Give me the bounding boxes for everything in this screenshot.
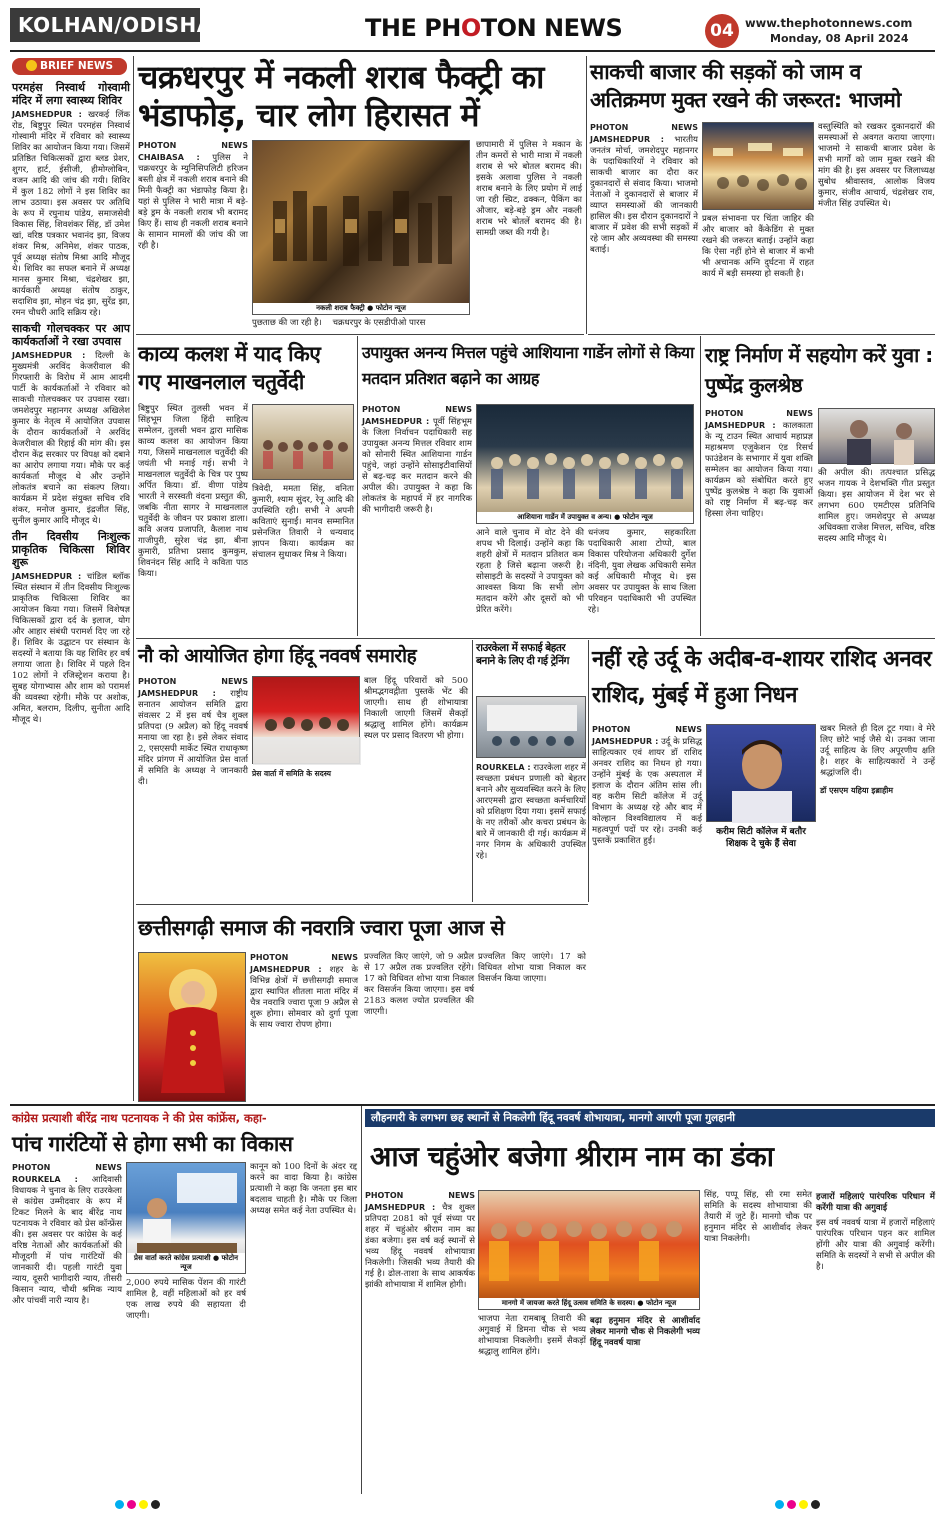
story11-sub1: बढ़ा हनुमान मंदिर से आशीर्वाद लेकर मानगो चौक से निकलेगी भव्य हिंदू नववर्ष यात्रा	[590, 1316, 700, 1348]
goddess-illustration	[139, 953, 247, 1103]
story10-col2-text: 2,000 रुपये मासिक पेंशन की गारंटी शामिल है, वहीं महिलाओं को हर वर्ष एक लाख रुपये की सहायता दी जाएगी।	[126, 1278, 246, 1321]
cmyk-dot-yellow-2	[799, 1500, 808, 1509]
story8-col2	[820, 724, 935, 924]
brief-icon	[26, 60, 37, 71]
story8-dateline: PHOTON NEWS JAMSHEDPUR :	[592, 725, 702, 746]
market-illustration	[703, 123, 815, 211]
header-rule	[10, 50, 935, 52]
story1-headline: चक्रधरपुर में नकली शराब फैक्ट्री का भंडाफोड़, चार लोग हिरासत में	[138, 58, 544, 134]
story8-photo-caption: करीम सिटी कॉलेज में बतौर शिक्षक दे चुके हैं सेवा	[716, 827, 806, 849]
story3-col2	[252, 484, 354, 634]
story3-divider	[357, 336, 358, 636]
masthead-part1: THE PH	[365, 14, 461, 42]
story11-caption: मानगो में जायजा करते हिंदू उत्सव समिति के सदस्य। ● फोटोन न्यूज	[479, 1298, 699, 1309]
story2-body2: प्रबल संभावना पर चिंता जाहिर की और बाजार को कैंकेडिंग से मुक्त रखने की जरूरत बताई। उन्होंने कहा कि ऐसा नहीं होने से बाजार में कभी भी अचानक अग्नि दुर्घटना में राहत कार्य में बड़ी समस्या हो सकती है।	[702, 214, 814, 279]
brief-label-text: BRIEF NEWS	[39, 60, 114, 72]
story11-dateline: PHOTON NEWS JAMSHEDPUR :	[365, 1191, 475, 1212]
story10-caption: प्रेस वार्ता करते कांग्रेस प्रत्याशी ● फोटोन न्यूज	[127, 1253, 245, 1273]
story8-photo	[706, 724, 816, 822]
brief-3-dateline: JAMSHEDPUR :	[12, 572, 82, 581]
story4-col3	[588, 528, 696, 636]
story7-body1: राउरकेला शहर में स्वच्छता प्रबंधन प्रणाली को बेहतर बनाने और सुव्यवस्थित करने के लिए आरएमसी द्वारा स्वच्छता कर्मचारियों को प्रशिक्षण दिया गया। इसमें सफाई के नए तरीकों और कचरा प्रबंधन के बारे में जानकारी दी गई। कार्यक्रम में नगर निगम के अधिकारी उपस्थित रहे।	[476, 763, 587, 861]
story11-col2	[478, 1314, 586, 1492]
story11-kicker: लौहनगरी के लगभग छह स्थानों से निकलेगी हिंदू नववर्ष शोभायात्रा, मानगो आएगी पूजा गुलहानी	[365, 1109, 935, 1127]
story1-divider	[586, 56, 587, 334]
story4-col1	[362, 404, 472, 636]
story1-body1: पुलिस ने चक्रधरपुर के म्युनिसिपलिटी हरिजन बस्ती क्षेत्र में नकली शराब बनाने की मिनी फैक्ट्री का भंडाफोड़ किया है। यहां से पुलिस ने भारी मात्रा में बड़े-बड़े ड्रम के नकली शराब भी बरामद किए हैं। साथ ही नकली शराब बनाने के सामान मामलों की जांच की जा रही है।	[138, 153, 248, 251]
story2-body1: भारतीय जनतंत्र मोर्चा, जमशेदपुर महानगर के पदाधिकारियों ने रविवार को साकची बाजार का दौरा कर दुकानदारों से संवाद किया। भाजमो नेताओं ने दुकानदारों से बाजार में व्याप्त समस्याओं की जानकारी हासिल की। इस दौरान दुकानदारों ने बाजार में प्रवेश की सभी सड़कों में रहे जाम और अव्यवस्था की समस्या बताई।	[590, 135, 698, 255]
story11-col5	[816, 1190, 935, 1492]
brief-2-dateline: JAMSHEDPUR :	[12, 351, 86, 360]
story4-dateline: PHOTON NEWS JAMSHEDPUR :	[362, 405, 472, 426]
story4-col2	[476, 528, 584, 636]
story8-headline: नहीं रहे उर्दू के अदीब-व-शायर राशिद अनवर राशिद, मुंबई में हुआ निधन	[592, 647, 932, 708]
story3-col1	[138, 404, 248, 634]
registration-dots-right	[775, 1500, 820, 1509]
story5-photo	[818, 408, 935, 464]
story2-col2	[702, 214, 814, 332]
story2-photo	[702, 122, 814, 210]
row4-bottom-rule	[10, 1104, 935, 1106]
story4-divider	[700, 336, 701, 636]
story5-body1: कालकाता के न्यू टाउन स्थित आचार्य महाप्रज्ञ महाश्रमण एजुकेशन एंड रिसर्च फाउंडेशन के सभागार में युवा शक्ति सम्मेलन का आयोजन किया गया। कार्यक्रम को संबोधित करते हुए पुष्पेंद्र कुलश्रेष्ठ ने कहा कि युवाओं को राष्ट्र निर्माण में बढ़-चढ़ कर हिस्सा लेना चाहिए।	[705, 421, 813, 519]
story1-photo	[252, 140, 470, 315]
portrait-illustration	[707, 725, 817, 823]
story10-col3	[250, 1162, 357, 1492]
story6-headline: नौ को आयोजित होगा हिंदू नववर्ष समारोह	[138, 645, 417, 667]
brief-2-body: दिल्ली के मुख्यमंत्री अरविंद केजरीवाल की गिरफ्तारी के विरोध में आम आदमी पार्टी के कार्यकर्ताओं ने रविवार को साकची गोलचक्कर पर उपवास रखा। जमशेदपुर महानगर अध्यक्ष अखिलेश कुमार के नेतृत्व में आयोजित उपवास के दौरान कार्यकर्ताओं ने अरविंद केजरीवाल की रिहाई की मांग की। इस दौरान केंद्र सरकार पर विपक्ष को दबाने का आरोप लगाया गया। मौके पर कई कार्यकर्ता मौजूद थे और उन्होंने लोकतंत्र बचाने का संकल्प लिया। कार्यक्रम में प्रदेश संयुक्त सचिव रवि शंकर, मनोज कुमार, इंद्रजीत सिंह, सुनील कुमार आदि मौजूद थे।	[12, 351, 130, 526]
story10-dateline: PHOTON NEWS ROURKELA :	[12, 1163, 122, 1184]
story10-body1: आदिवासी विधायक ने चुनाव के लिए राउरकेला से कांग्रेस उम्मीदवार के रूप में टिकट मिलने के बाद बीरेंद्र नाथ पटनायक ने रविवार को प्रेस कॉन्फ्रेंस की। इस अवसर पर कांग्रेस के कई वरिष्ठ नेताओं और कार्यकर्ताओं की मौजूदगी में पांच गारंटियों की जानकारी दी। पहली गारंटी युवा न्याय, दूसरी भागीदारी न्याय, तीसरी किसान न्याय, चौथी श्रमिक न्याय और पांचवीं नारी न्याय है।	[12, 1175, 122, 1306]
story9-photo	[138, 952, 246, 1102]
speaker-illustration	[819, 409, 936, 465]
story3-photo	[252, 404, 354, 480]
story9-col2	[364, 952, 474, 1102]
brief-news-label	[12, 58, 127, 75]
story6-dateline: PHOTON NEWS JAMSHEDPUR :	[138, 677, 248, 698]
brief-1-body: खरकई लिंक रोड, बिष्टुपुर स्थित परमहंस निस्वार्थ गोस्वामी मंदिर में रविवार को स्वास्थ्य शिविर का आयोजन किया गया। जिसमें प्रतिष्ठित चिकित्सकों द्वारा ब्लड प्रेशर, शुगर, हार्ट, ईसीजी, हीमोग्लोबिन, वजन आदि की जांच की गयी। शिविर में कुल 182 लोगों ने इस शिविर का लाभ उठाया। इस अवसर पर अतिथि के रूप में रघुनाथ पांडेय, समाजसेवी विकास सिंह, शिवशंकर सिंह, डॉ उमेश खां, वरिष्ठ पत्रकार भवानंद झा, विजय शंकर मिश्र, अनिमेश, शंकर पाठक, पूर्व अध्यक्ष संतोष मिश्रा आदि मौजूद थे। शिविर का सफल बनाने में अध्यक्ष मानस कुमार मिश्रा, चंद्रशेखर झा, कार्यकारी अध्यक्ष संतोष ठाकुर, सदाशिव झा, मोहन चंद्र झा, सुरेंद्र झा, रमन चौधरी आदि सक्रिय रहे।	[12, 110, 131, 318]
story5-dateline: PHOTON NEWS JAMSHEDPUR :	[705, 409, 813, 430]
page-number-badge	[705, 14, 739, 48]
story3-body2: त्रिवेदी, ममता सिंह, वनिता कुमारी, श्याम सुंदर, रेनू आदि की उपस्थिति रही। सभी ने अपनी कविताएं सुनाईं। मानव सम्मानित प्रसेनजित तिवारी ने धन्यवाद ज्ञापन किया। कार्यक्रम का संचालन सुधाकर मिश्र ने किया।	[252, 484, 354, 560]
cmyk-dot-black-2	[811, 1500, 820, 1509]
website-url[interactable]: www.thephotonnews.com	[745, 16, 913, 30]
story11-body3: इस वर्ष नववर्ष यात्रा में हजारों महिलाएं पारंपरिक परिधान पहन कर शामिल होंगी और यात्रा की अगुवाई करेंगी। समिति के सदस्यों ने सभी से अपील की है।	[816, 1218, 935, 1272]
story10-col1	[12, 1162, 122, 1492]
story6-photo	[252, 676, 360, 764]
story1-col3	[476, 140, 582, 332]
story2-dateline: PHOTON NEWS JAMSHEDPUR :	[590, 123, 698, 144]
story6-divider	[472, 640, 473, 902]
story1-col1	[138, 140, 248, 327]
cmyk-dot-cyan	[115, 1500, 124, 1509]
row3-bottom-rule	[136, 904, 588, 905]
story3-body1: बिष्टुपुर स्थित तुलसी भवन में सिंहभूम जिला हिंदी साहित्य सम्मेलन, तुलसी भवन द्वारा मासिक काव्य कलश का आयोजन किया गया, जिसमें माखनलाल चतुर्वेदी की जयंती भी मनाई गई। सभी ने माखनलाल चतुर्वेदी के चित्र पर पुष्प अर्पित किया। डॉ. वीणा पांडेय भारती ने सरस्वती वंदना प्रस्तुत की, जबकि नीता सागर ने माखनलाल चतुर्वेदी के जीवन पर प्रकाश डाला। कवि अजय प्रजापति, कैलाश नाथ गाजीपुरी, सुरेश चंद्र झा, बीना कुमारी, प्रतिभा प्रसाद कुमकुम, शिवनंदन सिंह आदि ने कविता पाठ किया।	[138, 404, 248, 579]
audience-illustration	[253, 405, 355, 481]
cmyk-dot-yellow	[139, 1500, 148, 1509]
story7-divider	[588, 640, 589, 902]
story9-col1	[250, 952, 358, 1102]
brief-1-dateline: JAMSHEDPUR :	[12, 110, 82, 119]
story7-photo	[476, 696, 586, 758]
story1-body2-tail: पुछताछ की जा रही है। चक्रधरपुर के एसडीपीओ पारस	[252, 318, 426, 328]
masthead-part2: TON NEWS	[480, 14, 623, 42]
cmyk-dot-magenta-2	[787, 1500, 796, 1509]
story6-col1	[138, 676, 248, 900]
story5-col1	[705, 408, 813, 636]
story10-divider	[361, 1106, 362, 1494]
story4-headline: उपायुक्त अनन्य मित्तल पहुंचे आशियाना गार्डेन लोगों से किया मतदान प्रतिशत बढ़ाने का आग्रह	[362, 343, 694, 388]
story6-col2	[252, 768, 360, 900]
story4-body1: पूर्वी सिंहभूम के जिला निर्वाचन पदाधिकारी सह उपायुक्त अनन्य मित्तल रविवार शाम को सोनारी स्थित आशियाना गार्डन पहुंचे, जहां उन्होंने सोसाइटीवासियों से बढ़-चढ़ कर मतदान करने की अपील की। उपायुक्त ने कहा कि लोकतंत्र के महापर्व में हर नागरिक की भागीदारी जरूरी है।	[362, 417, 472, 515]
story11-sub2: हजारों महिलाएं पारंपरिक परिधान में करेंगी यात्रा की अगुवाई	[816, 1192, 935, 1213]
story11-col2-text: भाजपा नेता रामबाबू तिवारी की अगुवाई में डिमना चौक से भव्य शोभायात्रा निकलेगी। इसमें सैकड़ों श्रद्धालु शामिल होंगे।	[478, 1314, 586, 1357]
story9-col3	[478, 952, 586, 1102]
masthead	[365, 12, 623, 46]
story11-photo	[478, 1190, 700, 1310]
story9-dateline: PHOTON NEWS JAMSHEDPUR :	[250, 953, 358, 974]
story5-col2	[818, 468, 935, 636]
story10-kicker: कांग्रेस प्रत्याशी बीरेंद्र नाथ पटनायक ने की प्रेस कांफ्रेंस, कहा-	[12, 1111, 267, 1125]
story7-col1	[476, 762, 586, 900]
brief-3-title: तीन दिवसीय निःशुल्क प्राकृतिक चिकित्सा शिविर शुरू	[12, 530, 130, 569]
story10-body2: कानून को 100 दिनों के अंदर रद्द करने का वादा किया है। कांग्रेस प्रत्याशी ने कहा कि जनता इस बार बदलाव चाहती है। मौके पर जिला अध्यक्ष समेत कई नेता उपस्थित थे।	[250, 1162, 357, 1216]
story9-headline: छत्तीसगढ़ी समाज की नवरात्रि ज्वारा पूजा आज से	[138, 916, 505, 940]
story10-headline: पांच गारंटियों से होगा सभी का विकास	[12, 1132, 293, 1156]
press-meet-illustration	[253, 677, 361, 765]
masthead-o: O	[460, 14, 481, 42]
story6-body2: बाल हिंदू परिवारों को 500 श्रीमद्भगवद्गीता पुस्तकें भेंट की जाएगी। साथ ही शोभायात्रा निकाली जाएगी जिसमें सैकड़ों श्रद्धालु शामिल होंगे। कार्यक्रम स्थल पर प्रसाद वितरण भी होगा।	[364, 676, 468, 741]
story4-photo	[476, 404, 694, 524]
story8-quote-name: डॉ एसएम यहिया इब्राहीम	[820, 786, 894, 795]
issue-date: Monday, 08 April 2024	[770, 32, 909, 45]
cmyk-dot-black	[151, 1500, 160, 1509]
story11-headline: आज चहुंओर बजेगा श्रीराम नाम का डंका	[370, 1140, 774, 1173]
story11-col4	[704, 1190, 812, 1492]
story10-photo	[126, 1162, 246, 1274]
bottles-illustration	[253, 141, 471, 316]
brief-1-title: परमहंस निस्वार्थ गोस्वामी मंदिर में लगा स्वास्थ्य शिविर	[12, 81, 130, 107]
story1-bottom-rule	[136, 334, 584, 335]
cmyk-dot-cyan-2	[775, 1500, 784, 1509]
story7-dateline: ROURKELA :	[476, 763, 531, 772]
story5-headline: राष्ट्र निर्माण में सहयोग करें युवा : पुष्पेंद्र कुलश्रेष्ठ	[705, 343, 933, 397]
brief-3-body: चांडिल ब्लॉक स्थित संस्थान में तीन दिवसीय निःशुल्क प्राकृतिक चिकित्सा शिविर का आयोजन किया गया। जिसमें विशेषज्ञ चिकित्सकों द्वारा दर्द के इलाज, योग और आहार संबंधी परामर्श दिए जा रहे हैं। शिविर के उद्घाटन पर संस्थान के सदस्यों ने बताया कि यह शिविर हर वर्ष लगाया जाता है। शिविर में पहले दिन 102 लोगों ने रजिस्ट्रेशन कराया है। सुबह योगाभ्यास और शाम को परामर्श की व्यवस्था रहेगी। मौके पर अशोक, अमित, बलराम, दिलीप, सुनीता आदि मौजूद थे।	[12, 572, 130, 725]
cmyk-dot-magenta	[127, 1500, 136, 1509]
story9-body1: शहर के विभिन्न क्षेत्रों में छत्तीसगढ़ी समाज द्वारा स्थापित शीतला माता मंदिर में चैत्र नवरात्रि ज्वारा पूजा 9 अप्रैल से शुरू होगा। सोमवार को दुर्गा पूजा के साथ ज्वारा रोपण होगा।	[250, 965, 358, 1030]
brief-column	[12, 78, 130, 1100]
header-section-tab	[10, 8, 213, 42]
story6-body1: राष्ट्रीय सनातन आयोजन समिति द्वारा संवत्सर 2 में इस वर्ष चैत्र शुक्ल प्रतिपदा (9 अप्रैल) को हिंदू नववर्ष मनाया जा रहा है। इसे लेकर संवाद 2, एसएसपी मार्केट स्थित राधाकृष्ण मंदिर प्रांगण में आयोजित प्रेस वार्ता में समिति के अध्यक्ष ने जानकारी दी।	[138, 689, 248, 787]
story4-body2: आने वाले चुनाव में वोट देने की शपथ भी दिलाई। उन्होंने कहा कि शहरी क्षेत्रों में मतदान प्रतिशत कम रहता है जिसे बढ़ाना जरूरी है। सोसाइटी के सदस्यों ने उपायुक्त को आश्वस्त किया कि सभी लोग मतदान करेंगे और दूसरों को भी प्रेरित करेंगे।	[476, 528, 584, 615]
story4-caption: आशियाना गार्डेन में उपायुक्त व अन्य। ● फोटोन न्यूज	[477, 512, 693, 523]
story8-body1: उर्दू के प्रसिद्ध साहित्यकार एवं शायर डॉ राशिद अनवर राशिद का निधन हो गया। उन्होंने मुंबई के एक अस्पताल में इलाज के दौरान अंतिम सांस ली। वह करीम सिटी कॉलेज में उर्दू विभाग के अध्यक्ष रहे और बाद में कोल्हान विश्वविद्यालय में कई महत्वपूर्ण पदों पर रहे। उनकी कई पुस्तकें प्रकाशित हुईं।	[592, 737, 702, 846]
story5-body2: की अपील की। तत्पश्चात प्रसिद्ध भजन गायक ने देशभक्ति गीत प्रस्तुत किया। इस आयोजन में देश भर से लगभग 600 एमटीएस प्रतिनिधि शामिल हुए। जमशेदपुर से अध्यक्ष अधिवक्ता राजेश मित्तल, सचिव, वरिष्ठ सदस्य आदि मौजूद थे।	[818, 468, 935, 544]
story8-col1	[592, 724, 702, 1102]
story2-body3: वस्तुस्थिति को रखकर दुकानदारों की समस्याओं से अवगत कराया जाएगा। भाजमो ने साकची बाजार प्रवेश के सभी मार्गों को जाम मुक्त रखने की मांग की है। इस अवसर पर जिलाध्यक्ष सुबोध श्रीवास्तव, आलोक विजय कुमार, संजीव आचार्य, चंद्रशेखर राव, मंजीत सिंह उपस्थित थे।	[818, 122, 935, 209]
brief-2-title: साकची गोलचक्कर पर आप कार्यकर्ताओं ने रखा उपवास	[12, 322, 130, 348]
story2-headline: साकची बाजार की सड़कों को जाम व अतिक्रमण मुक्त रखने की जरूरत: भाजमो	[590, 60, 901, 112]
story11-col1	[365, 1190, 475, 1492]
story7-headline: राउरकेला में सफाई बेहतर बनाने के लिए दी गई ट्रेनिंग	[476, 642, 569, 667]
story11-body1: चैत्र शुक्ल प्रतिपदा 2081 को पूर्व संध्या पर शहर में चहुंओर श्रीराम नाम का डंका बजेगा। इस वर्ष कई स्थानों से भव्य हिंदू नववर्ष शोभायात्रा निकलेगी। जिसकी भव्य तैयारी की गई है। ढोल-ताशा के साथ आकर्षक झांकी शोभायात्रा में शामिल होगी।	[365, 1203, 476, 1290]
story1-dateline: PHOTON NEWS CHAIBASA :	[138, 141, 248, 162]
section-label: KOLHAN/ODISHA	[12, 10, 198, 40]
story2-col3	[818, 122, 935, 332]
crowd-illustration	[477, 405, 695, 525]
story8-body2: खबर मिलते ही दिल टूट गया। वे मेरे लिए छोटे भाई जैसे थे। उनका जाना उर्दू साहित्य के लिए अपूरणीय क्षति है। शहर के साहित्यकारों ने उन्हें श्रद्धांजलि दी।	[820, 724, 935, 778]
training-illustration	[477, 697, 587, 759]
story10-col2	[126, 1278, 246, 1492]
story6-col3	[364, 676, 468, 900]
story4-body3: धनंजय कुमार, सहकारिता पदाधिकारी आशा टोप्पो, बाल विकास परियोजना अधिकारी दुर्गेश नंदिनी, युवा लेखक अधिकारी समेत कई अधिकारी मौजूद थे। इस अवसर पर उपायुक्त के साथ जिला परिवहन पदाधिकारी भी उपस्थित रहे।	[588, 528, 696, 615]
story11-body2: सिंह, पप्पू सिंह, सी रमा समेत समिति के सदस्य शोभायात्रा की तैयारी में जुटे हैं। मानगो चौक पर हनुमान मंदिर से आशीर्वाद लेकर यात्रा निकलेगी।	[704, 1190, 812, 1244]
story1-col2	[252, 318, 470, 334]
story3-headline: काव्य कलश में याद किए गए माखनलाल चतुर्वेदी	[138, 342, 321, 394]
brief-divider	[133, 56, 134, 1101]
story1-caption: नकली शराब फैक्ट्री ● फोटोन न्यूज	[253, 303, 469, 314]
row2-bottom-rule	[136, 638, 935, 639]
registration-dots-left	[115, 1500, 160, 1509]
procession-members-illustration	[479, 1191, 701, 1311]
story9-col3-text: प्रज्वलित किए जाएंगे। 17 को विधिवत शोभा यात्रा निकाल कर विसर्जन किया जाएगा।	[478, 952, 586, 984]
story2-col1	[590, 122, 698, 332]
story11-col3	[590, 1314, 700, 1492]
story6-caption: प्रेस वार्ता में समिति के सदस्य	[252, 769, 332, 778]
page-number: 04	[710, 21, 734, 41]
story2-bottom-rule	[588, 334, 935, 335]
story1-body3: छापामारी में पुलिस ने मकान के तीन कमरों से भारी मात्रा में नकली शराब से भरे बोतल बरामद की। इसके अलावा पुलिस ने नकली शराब बनाने के लिए प्रयोग में लाई जा रही स्प्रिट, ढक्कन, पैकिंग का औजार, बड़े-बड़े ड्रम और नकली शराब भरे बोतलें बरामद की है। सामग्री जब्त की गयी है।	[476, 140, 582, 238]
story9-body2: प्रज्वलित किए जाएंगे, जो 9 अप्रैल से 17 अप्रैल तक प्रज्वलित रहेंगे। 17 को विधिवत शोभा यात्रा निकाल कर विसर्जन किया जाएगा। इस वर्ष 2183 कलश ज्योत प्रज्वलित की जाएगी।	[364, 952, 474, 1017]
